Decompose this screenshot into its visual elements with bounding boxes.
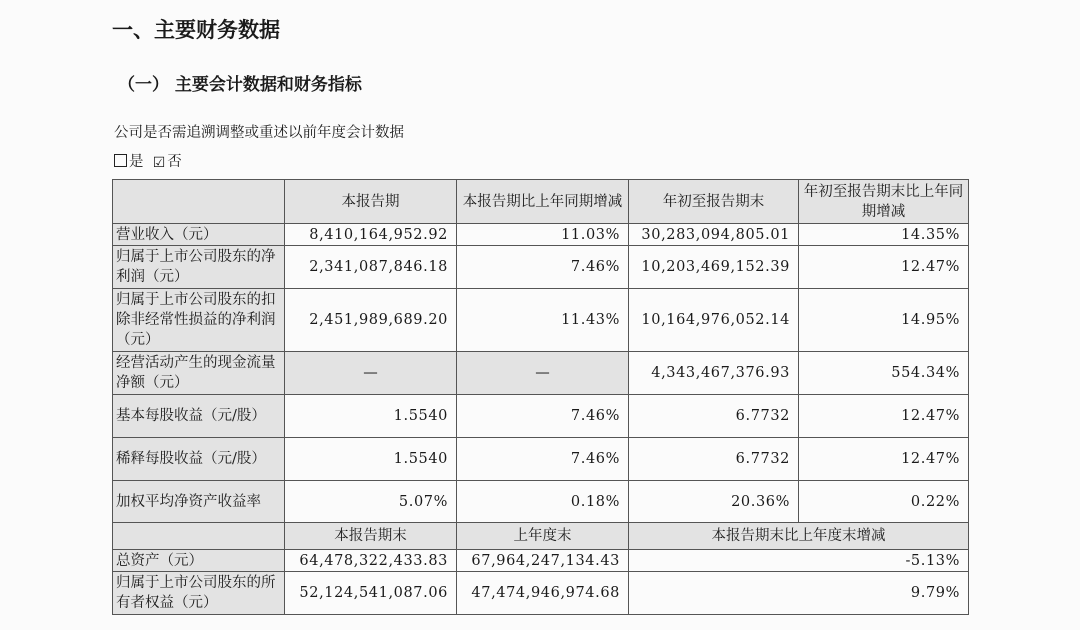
table-row — [113, 481, 969, 523]
table-cell: 11.03% — [457, 224, 629, 246]
table-row — [113, 438, 969, 481]
section-heading: 一、主要财务数据 — [112, 18, 280, 42]
table-cell: 7.46% — [457, 438, 629, 481]
table-cell: 7.46% — [457, 246, 629, 289]
row-label: 营业收入（元） — [113, 224, 285, 246]
table-cell: 2,341,087,846.18 — [285, 246, 457, 289]
table-row — [113, 246, 969, 289]
table-cell: 67,964,247,134.43 — [457, 550, 629, 572]
table-row — [113, 224, 969, 246]
table-header-row-2 — [113, 523, 969, 550]
table-cell: 14.95% — [799, 289, 969, 352]
table-cell: 5.07% — [285, 481, 457, 523]
subsection-heading: （一） 主要会计数据和财务指标 — [118, 75, 362, 95]
row-label: 归属于上市公司股东的所有者权益（元） — [113, 572, 285, 615]
table-cell: 10,164,976,052.14 — [629, 289, 799, 352]
table-row — [113, 572, 969, 615]
table-cell: — — [285, 352, 457, 395]
table-cell: 9.79% — [629, 572, 969, 615]
table-cell: 4,343,467,376.93 — [629, 352, 799, 395]
table-cell: 7.46% — [457, 395, 629, 438]
table-cell: 1.5540 — [285, 438, 457, 481]
header-cell: 本报告期比上年同期增减 — [457, 180, 629, 224]
table-cell: 0.22% — [799, 481, 969, 523]
table-cell: 47,474,946,974.68 — [457, 572, 629, 615]
row-label: 归属于上市公司股东的净利润（元） — [113, 246, 285, 289]
row-label: 稀释每股收益（元/股） — [113, 438, 285, 481]
table-row — [113, 352, 969, 395]
financial-data-table — [112, 179, 969, 615]
header-cell: 本报告期末 — [285, 523, 457, 550]
no-label: 否 — [167, 154, 182, 170]
table-cell: 12.47% — [799, 395, 969, 438]
header-cell: 年初至报告期末比上年同期增减 — [799, 180, 969, 224]
table-header-row — [113, 180, 969, 224]
header-blank-cell — [113, 180, 285, 224]
table-cell: 10,203,469,152.39 — [629, 246, 799, 289]
table-cell: 12.47% — [799, 438, 969, 481]
restatement-options — [114, 150, 182, 171]
table-row — [113, 550, 969, 572]
table-cell: 6.7732 — [629, 438, 799, 481]
row-label: 加权平均净资产收益率 — [113, 481, 285, 523]
table-row — [113, 395, 969, 438]
row-label: 总资产（元） — [113, 550, 285, 572]
header-cell: 本报告期末比上年度末增减 — [629, 523, 969, 550]
table-cell: 8,410,164,952.92 — [285, 224, 457, 246]
header-cell: 年初至报告期末 — [629, 180, 799, 224]
row-label: 经营活动产生的现金流量净额（元） — [113, 352, 285, 395]
table-row — [113, 289, 969, 352]
yes-checkbox[interactable] — [114, 154, 127, 167]
header-cell: 本报告期 — [285, 180, 457, 224]
table-cell: -5.13% — [629, 550, 969, 572]
table-cell: 20.36% — [629, 481, 799, 523]
header-blank-cell — [113, 523, 285, 550]
table-cell: 2,451,989,689.20 — [285, 289, 457, 352]
table-cell: 64,478,322,433.83 — [285, 550, 457, 572]
table-cell: 0.18% — [457, 481, 629, 523]
yes-label: 是 — [129, 154, 144, 170]
header-cell: 上年度末 — [457, 523, 629, 550]
table-cell: 30,283,094,805.01 — [629, 224, 799, 246]
restatement-question: 公司是否需追溯调整或重述以前年度会计数据 — [114, 125, 404, 141]
table-cell: 11.43% — [457, 289, 629, 352]
table-cell: 52,124,541,087.06 — [285, 572, 457, 615]
table-cell: 1.5540 — [285, 395, 457, 438]
table-cell: 6.7732 — [629, 395, 799, 438]
table-cell: 554.34% — [799, 352, 969, 395]
row-label: 归属于上市公司股东的扣除非经常性损益的净利润（元） — [113, 289, 285, 352]
table-cell: 12.47% — [799, 246, 969, 289]
table-cell: 14.35% — [799, 224, 969, 246]
table-cell: — — [457, 352, 629, 395]
row-label: 基本每股收益（元/股） — [113, 395, 285, 438]
no-checkbox-checked[interactable]: ☑ — [152, 155, 166, 171]
